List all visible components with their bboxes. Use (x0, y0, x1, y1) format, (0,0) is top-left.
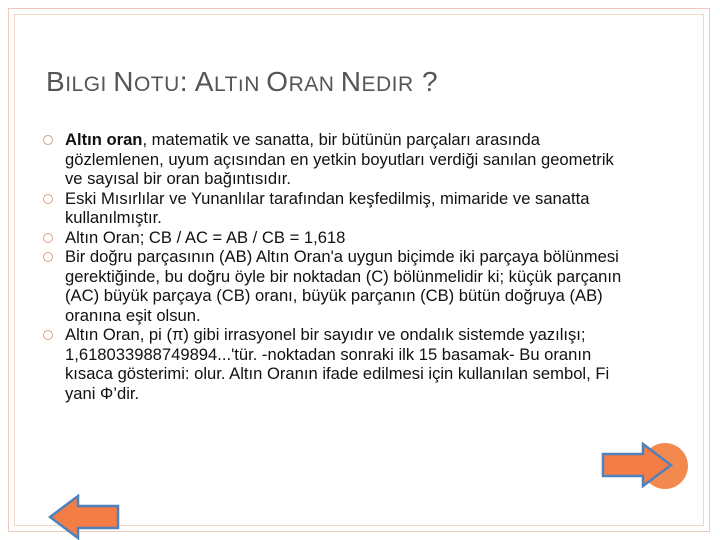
title-part: N (340, 66, 362, 97)
title-part: ILGI (65, 73, 114, 96)
bullet-text: Altın Oran, pi (π) gibi irrasyonel bir sayıdır ve ondalık sistemde yazılışı; 1,618033988749894...'tür. -noktadan sonraki ilk 15 basamak- Bu oranın kısaca gösterimi: olur. Altın Oranın ifade edilmesi için kullanılan sembol, Fi yani Φ’dir. (65, 325, 610, 403)
title-part: N (113, 66, 134, 97)
bullet-item-2 (40, 189, 628, 228)
title-part: LTıN (213, 73, 267, 96)
bullet-list (40, 130, 628, 403)
title-part: RAN (288, 73, 341, 96)
slide-title (46, 66, 438, 98)
bullet-text: Bir doğru parçasının (AB) Altın Oran'a uygun biçimde iki parçaya bölünmesi gerektiğinde, bu doğru öyle bir noktadan (C) bölünmelidir ki; küçük parçanın (AC) büyük parçaya (CB) oranı, büyük parçanın (CB) bütün doğruya (AB) oranına eşit olsun. (65, 247, 622, 325)
bullet-text: , matematik ve sanatta, bir bütünün parçaları arasında gözlemlenen, uyum açısından en yetkin boyutları verdiği sanılan geometrik ve sayısal bir oran bağıntısıdır. (65, 130, 614, 188)
title-part: : A (179, 66, 214, 97)
bullet-item-1 (40, 130, 628, 189)
title-part: OTU (133, 73, 180, 96)
bullet-marker-icon (43, 194, 53, 204)
title-part: ? (413, 66, 439, 97)
bullet-marker-icon (43, 252, 53, 262)
bullet-marker-icon (43, 135, 53, 145)
bullet-text: Eski Mısırlılar ve Yunanlılar tarafından keşfedilmiş, mimaride ve sanatta kullanılmıştır. (65, 188, 590, 227)
arrow-right-icon[interactable] (601, 442, 673, 488)
bullet-marker-icon (43, 330, 53, 340)
title-part: O (266, 66, 289, 97)
bullet-item-3 (40, 228, 628, 248)
title-part: EDIR (361, 73, 414, 96)
bullet-item-5 (40, 325, 628, 403)
bullet-item-4 (40, 247, 628, 325)
title-part: B (46, 66, 66, 97)
bullet-bold-text: Altın oran (65, 130, 143, 149)
bullet-marker-icon (43, 233, 53, 243)
arrow-left-icon[interactable] (48, 494, 120, 540)
bullet-text: Altın Oran; CB / AC = AB / CB = 1,618 (65, 227, 346, 247)
